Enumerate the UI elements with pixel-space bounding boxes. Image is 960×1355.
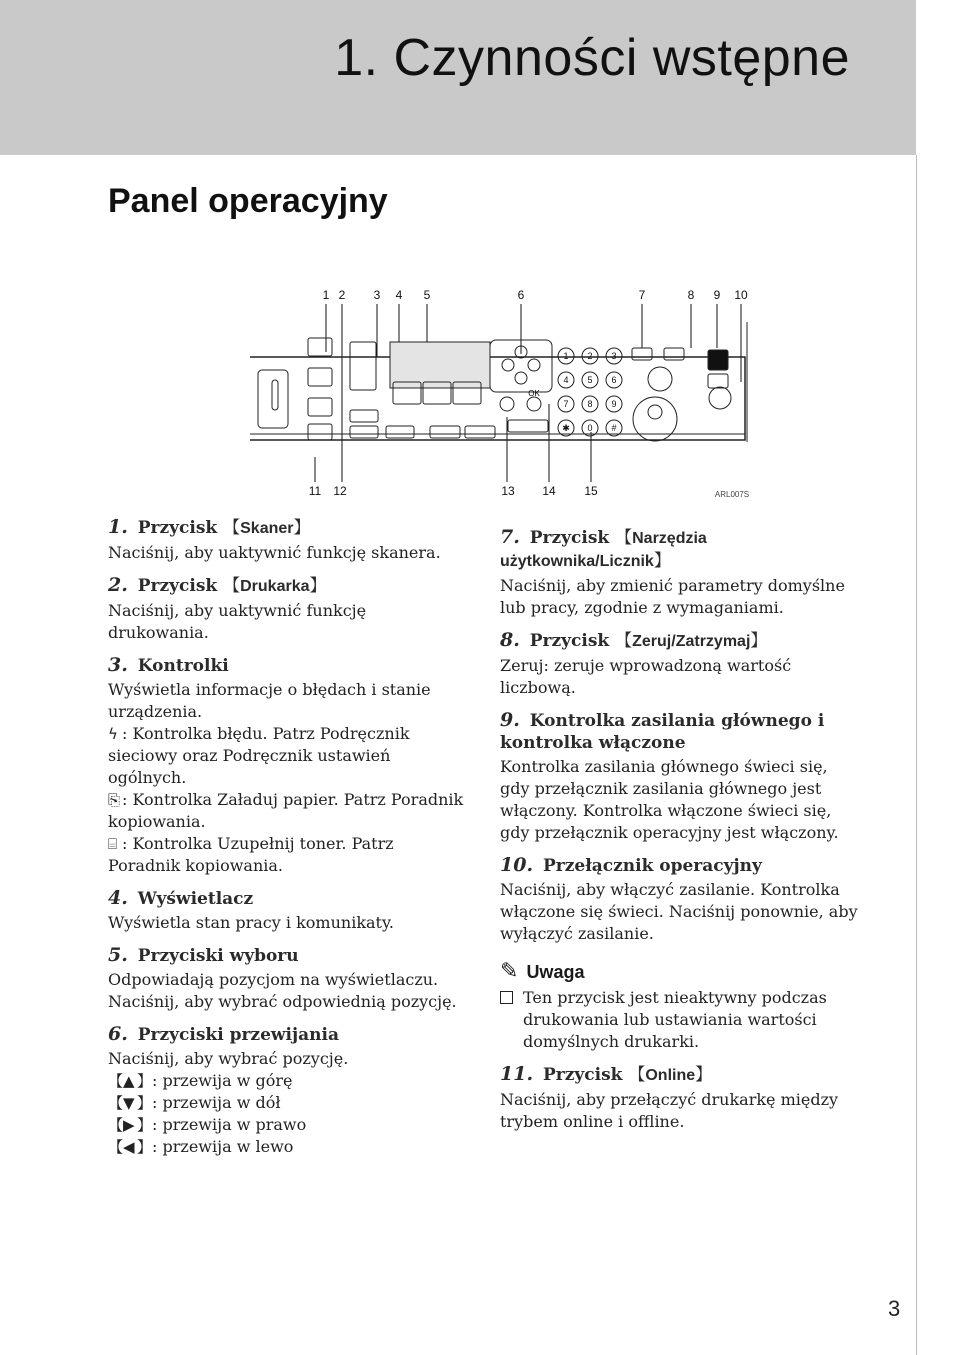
operation-panel-diagram — [250, 282, 760, 504]
key-hash: # — [611, 423, 617, 433]
right-column — [500, 516, 860, 1133]
right-arrow-icon: ▶ — [123, 1116, 135, 1134]
key-0: 0 — [587, 423, 593, 433]
checkbox-bullet-icon — [500, 991, 513, 1004]
key-7: 7 — [563, 399, 569, 409]
callout-14: 14 — [542, 484, 556, 498]
paper-indicator-line: ⎘ : Kontrolka Załaduj papier. Patrz Poradnik kopiowania. — [108, 790, 464, 831]
callout-1: 1 — [322, 288, 330, 302]
item-10-title: 10. Przełącznik operacyjny — [500, 854, 762, 876]
ok-label: OK — [528, 389, 540, 398]
callout-7: 7 — [638, 288, 646, 302]
callout-13: 13 — [501, 484, 515, 498]
item-8-title: 8. Przycisk 【Zeruj/Zatrzymaj】 — [500, 629, 768, 651]
scroll-down-line: 【▼ 】: przewija w dół — [108, 1093, 281, 1112]
item-6-body: Naciśnij, aby wybrać pozycję. — [108, 1049, 349, 1068]
key-4: 4 — [563, 375, 569, 385]
key-9: 9 — [611, 399, 617, 409]
item-8-body: Zeruj: zeruje wprowadzoną wartość liczbową. — [500, 656, 792, 697]
item-10-body: Naciśnij, aby włączyć zasilanie. Kontrolka włączone się świeci. Naciśnij ponownie, aby wyłączyć zasilanie. — [500, 880, 858, 943]
callout-4: 4 — [395, 288, 403, 302]
key-5: 5 — [587, 375, 593, 385]
callout-2: 2 — [338, 288, 346, 302]
chapter-title: 1. Czynności wstępne — [334, 29, 850, 87]
item-11-body: Naciśnij, aby przełączyć drukarkę między trybem online i offline. — [500, 1090, 839, 1131]
figure-code: ARL007S — [714, 490, 750, 499]
page-number: 3 — [888, 1296, 901, 1321]
item-3-title: 3. Kontrolki — [108, 654, 229, 676]
item-3-body: Wyświetla informacje o błędach i stanie urządzenia. — [108, 680, 431, 721]
callout-15: 15 — [584, 484, 598, 498]
left-column — [108, 516, 468, 1158]
scroll-right-line: 【▶ 】: przewija w prawo — [108, 1115, 307, 1134]
callout-6: 6 — [517, 288, 525, 302]
margin-rule — [916, 155, 917, 1355]
callout-8: 8 — [687, 288, 695, 302]
item-1-body: Naciśnij, aby uaktywnić funkcję skanera. — [108, 543, 441, 562]
pencil-icon: ✎ — [500, 959, 519, 984]
key-1: 1 — [563, 351, 569, 361]
panel-illustration — [250, 282, 760, 504]
load-paper-icon: ⎘ — [108, 791, 121, 809]
item-7-body: Naciśnij, aby zmienić parametry domyślne lub pracy, zgodnie z wymaganiami. — [500, 576, 845, 617]
key-star: ✱ — [562, 423, 570, 433]
callout-3: 3 — [373, 288, 381, 302]
bottom-callout-numbers — [309, 484, 598, 498]
callout-9: 9 — [713, 288, 721, 302]
left-arrow-icon: ◀ — [123, 1138, 135, 1156]
item-7-title: 7. Przycisk 【Narzędzia użytkownika/Licznik】 — [500, 526, 707, 571]
function-keys — [308, 338, 495, 440]
callout-11: 11 — [308, 484, 322, 498]
item-9-title: 9. Kontrolka zasilania głównego i kontrolka włączone — [500, 709, 825, 753]
note-text: Ten przycisk jest nieaktywny podczas drukowania lub ustawiania wartości domyślnych drukarki. — [523, 988, 827, 1051]
scroll-left-line: 【◀ 】: przewija w lewo — [108, 1137, 294, 1156]
toner-indicator-line: ⌸ : Kontrolka Uzupełnij toner. Patrz Poradnik kopiowania. — [108, 834, 394, 875]
item-1-title: 1. Przycisk 【Skaner】 — [108, 516, 311, 538]
item-6-title: 6. Przyciski przewijania — [108, 1023, 339, 1045]
callout-5: 5 — [423, 288, 431, 302]
up-arrow-icon: ▲ — [123, 1072, 135, 1090]
item-9-body: Kontrolka zasilania głównego świeci się, gdy przełącznik zasilania głównego jest włączony. Kontrolka włączone świeci się, gdy przełącznik operacyjny jest włączony. — [500, 757, 839, 842]
top-callout-numbers — [323, 288, 748, 302]
item-2-title: 2. Przycisk 【Drukarka】 — [108, 574, 327, 596]
error-indicator-line: ϟ : Kontrolka błędu. Patrz Podręcznik sieciowy oraz Podręcznik ustawień ogólnych. — [108, 724, 410, 787]
item-4-body: Wyświetla stan pracy i komunikaty. — [108, 913, 394, 932]
item-11-title: 11. Przycisk 【Online】 — [500, 1063, 713, 1085]
item-4-title: 4. Wyświetlacz — [108, 887, 254, 909]
section-title: Panel operacyjny — [108, 182, 388, 220]
key-2: 2 — [587, 351, 593, 361]
right-controls — [632, 348, 731, 441]
item-2-body: Naciśnij, aby uaktywnić funkcję drukowania. — [108, 601, 367, 642]
error-indicator-icon: ϟ — [108, 725, 118, 743]
scroll-up-line: 【▲ 】: przewija w górę — [108, 1071, 293, 1090]
key-3: 3 — [611, 351, 617, 361]
callout-10: 10 — [734, 288, 748, 302]
callout-12: 12 — [333, 484, 347, 498]
key-6: 6 — [611, 375, 617, 385]
item-5-body: Odpowiadają pozycjom na wyświetlaczu. Naciśnij, aby wybrać odpowiednią pozycję. — [108, 970, 457, 1011]
note-header — [500, 961, 860, 983]
add-toner-icon: ⌸ — [108, 835, 118, 853]
note-item — [500, 987, 860, 1053]
key-8: 8 — [587, 399, 593, 409]
item-5-title: 5. Przyciski wyboru — [108, 944, 299, 966]
down-arrow-icon: ▼ — [123, 1094, 135, 1112]
note-label: Uwaga — [526, 962, 585, 982]
